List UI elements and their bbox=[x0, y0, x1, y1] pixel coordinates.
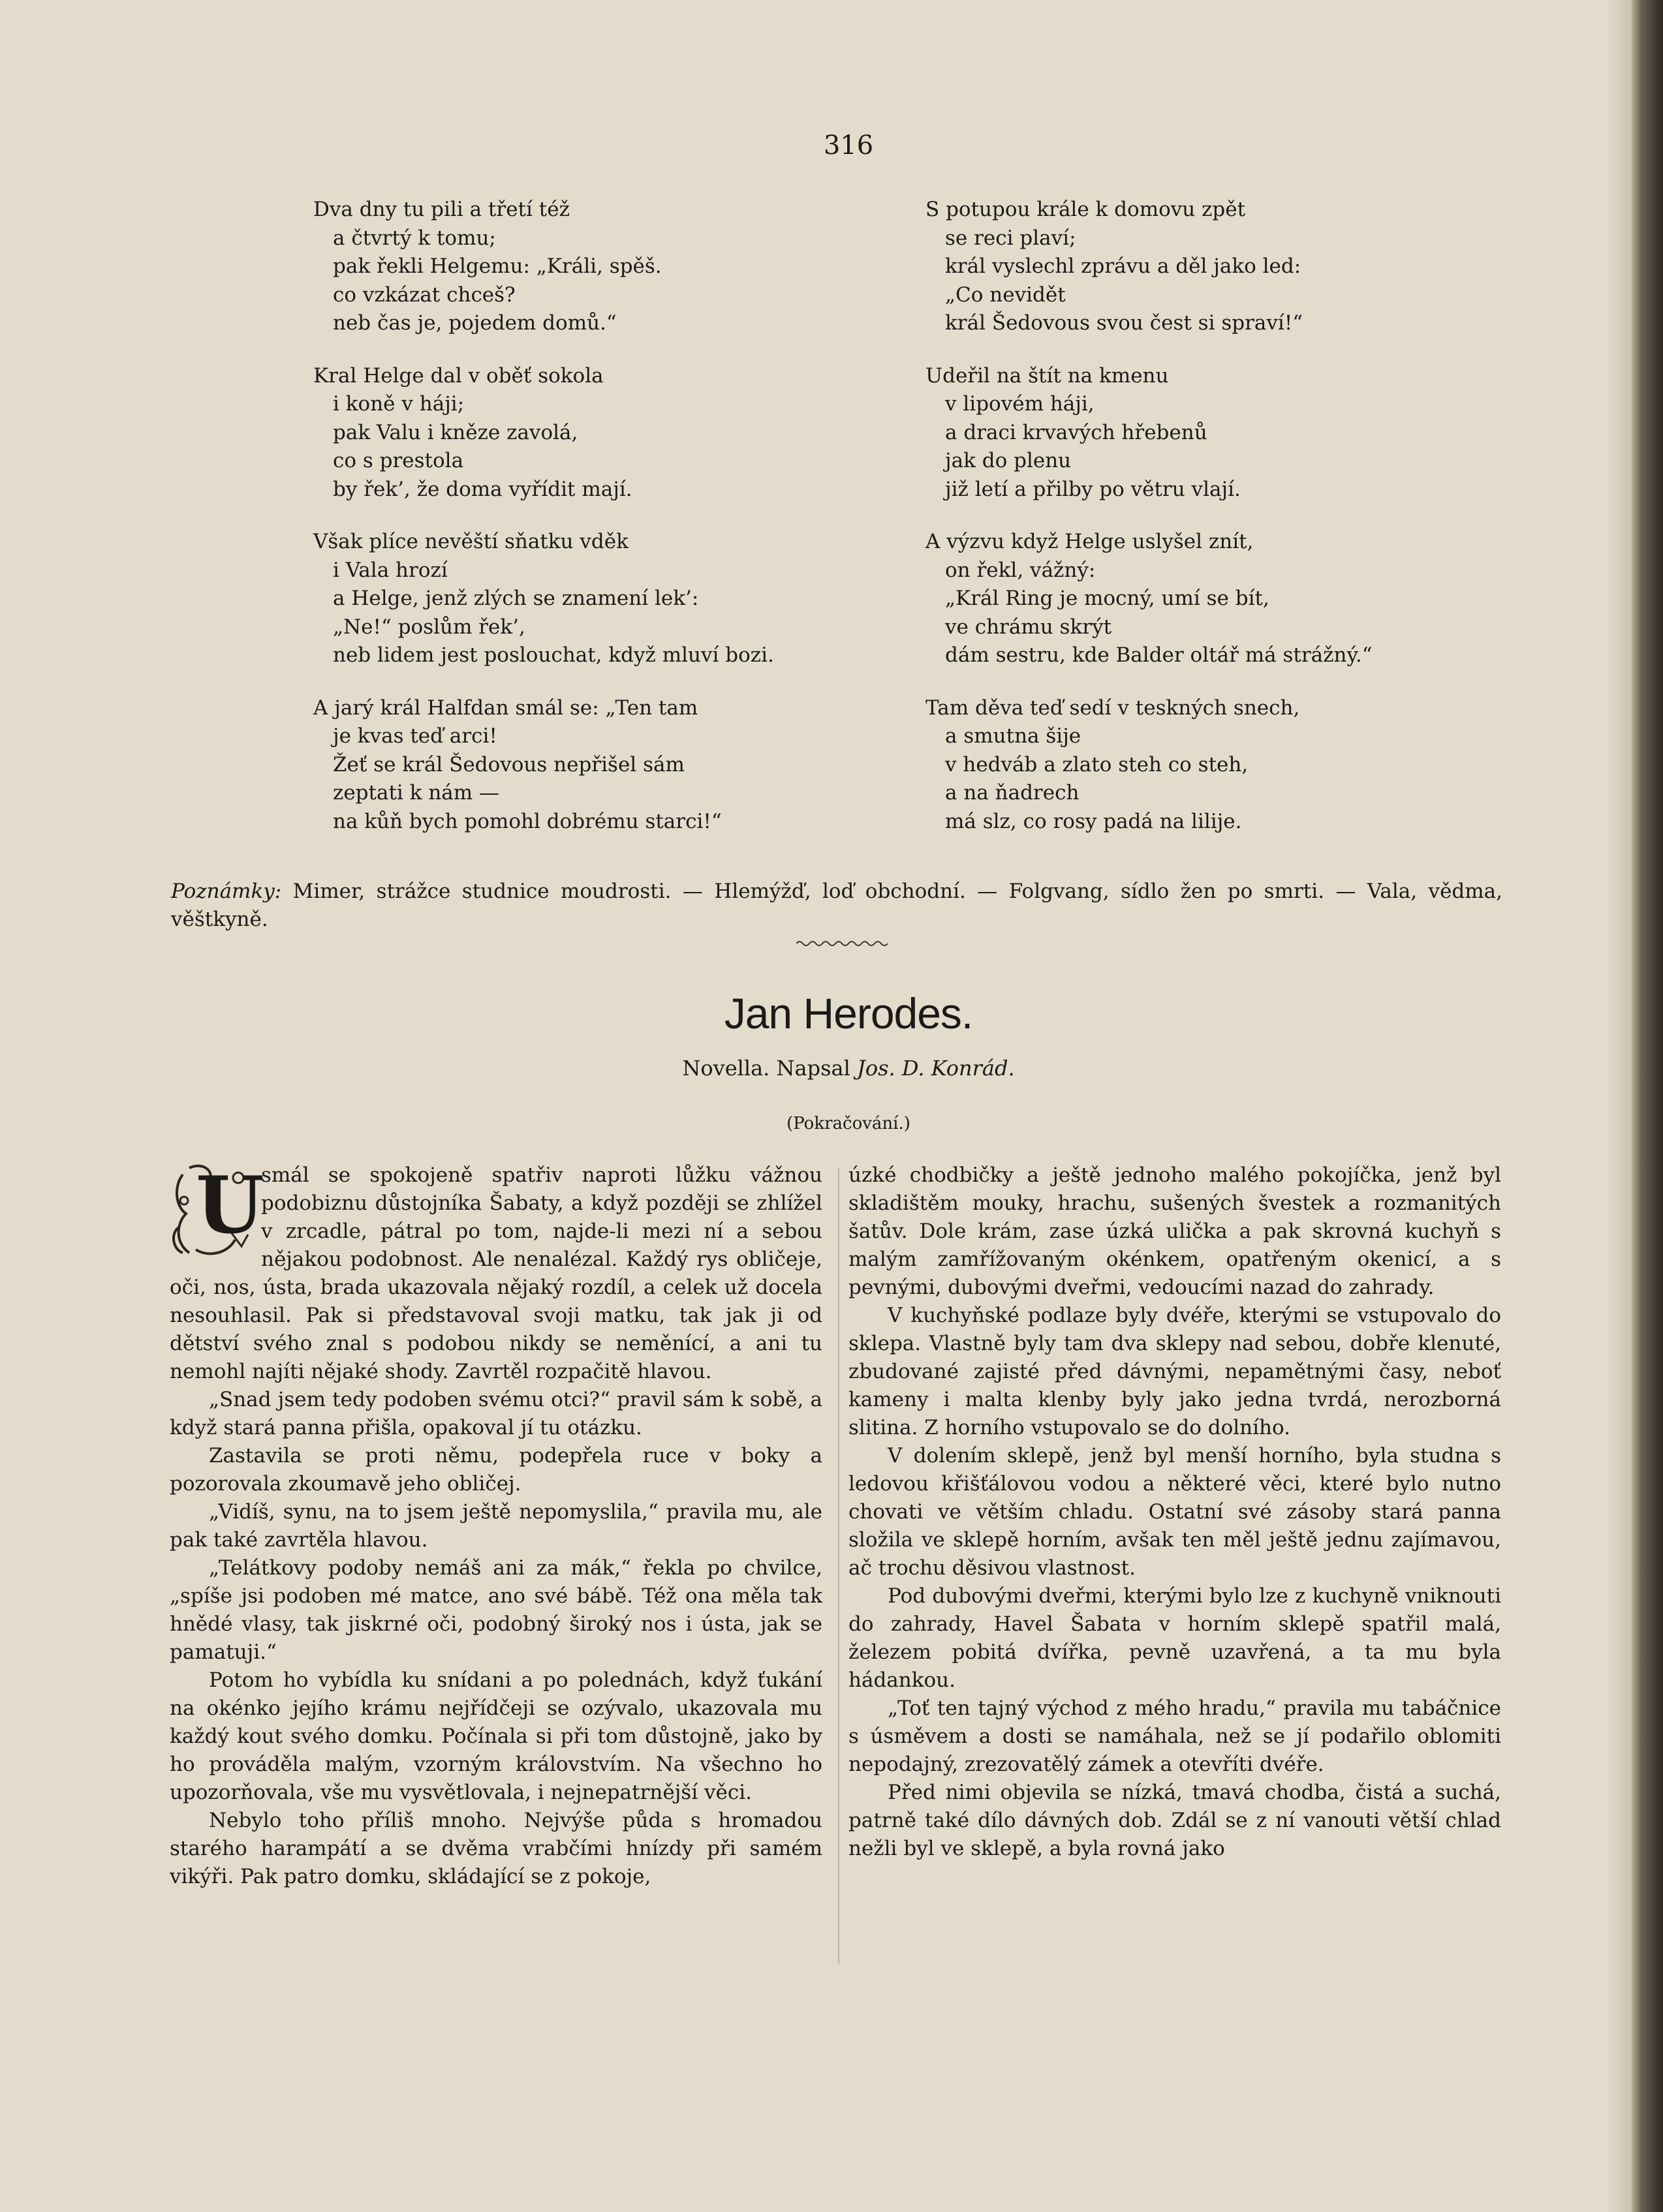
paragraph: Pod dubovými dveřmi, kterými bylo lze z kuchyně vniknouti do zahrady, Havel Šabata v horním sklepě spatřil malá, železem pobitá dvířka, pevně uzavřená, a ta mu byla hádankou. bbox=[848, 1584, 1501, 1692]
paragraph: „Telátkovy podoby nemáš ani za mák,“ řekla po chvilce, „spíše jsi podoben mé matce, ano své bábě. Též ona měla tak hnědé vlasy, tak jiskrné oči, podobný široký nos i ústa, jak se pamatuji.“ bbox=[170, 1556, 822, 1664]
book-spine bbox=[1632, 0, 1663, 2212]
page-number: 316 bbox=[823, 131, 874, 161]
verse-line: má slz, co rosy padá na lilije. bbox=[945, 809, 1242, 833]
verse-line: Udeřil na štít na kmenu bbox=[925, 363, 1169, 388]
stanza bbox=[313, 694, 875, 837]
verse-line: A jarý král Halfdan smál se: „Ten tam bbox=[313, 696, 698, 720]
poem-left-column bbox=[313, 196, 875, 860]
verse-line: Žeť se král Šedovous nepřišel sám bbox=[333, 752, 685, 776]
notes-text: Mimer, strážce studnice moudrosti. — Hlemýžď, loď obchodní. — Folgvang, sídlo žen po smrti. — Vala, vědma, věštkyně. bbox=[171, 880, 1502, 931]
subtitle-prefix: Novella. Napsal bbox=[682, 1056, 857, 1081]
paragraph: „Toť ten tajný východ z mého hradu,“ pravila mu tabáčnice s úsměvem a dosti se namáhala, než se jí podařilo oblomiti nepodajný, zrezovatělý zámek a otevříti dvéře. bbox=[848, 1697, 1501, 1776]
paragraph: „Snad jsem tedy podoben svému otci?“ pravil sám k sobě, a když stará panna přišla, opakoval jí tu otázku. bbox=[170, 1388, 822, 1439]
ornamental-initial-icon bbox=[170, 1160, 264, 1259]
column-divider bbox=[838, 1168, 839, 1964]
verse-line: a na ňadrech bbox=[945, 781, 1080, 805]
verse-line: jak do plenu bbox=[945, 449, 1072, 472]
verse-line: se reci plaví; bbox=[945, 226, 1076, 250]
verse-line: král Šedovous svou čest si spraví!“ bbox=[945, 311, 1303, 335]
verse-line: dám sestru, kde Balder oltář má strážný.“ bbox=[945, 643, 1373, 667]
continuation-note: (Pokračování.) bbox=[786, 1114, 910, 1133]
paragraph: V kuchyňské podlaze byly dvéře, kterými se vstupovalo do sklepa. Vlastně byly tam dva sklepy nad sebou, dobře klenuté, zbudované zajisté před dávnými, nepamětnými časy, neboť kameny i malta klenby byly jako jedna tvrdá, nerozborná slitina. Z horního vstupovalo se do dolního. bbox=[848, 1304, 1501, 1439]
verse-line: neb čas je, pojedem domů.“ bbox=[333, 311, 617, 335]
paragraph: úzké chodbičky a ještě jednoho malého pokojíčka, jenž byl skladištěm mouky, hrachu, sušených švestek a rozmanitých šatův. Dole krám, zase úzká ulička a pak skrovná kuchyň s malým zamřížovaným okénkem, opatřeným okenicí, a s pevnými, dubovými dveřmi, vedoucími nazad do zahrady. bbox=[848, 1163, 1501, 1299]
verse-line: je kvas teď arci! bbox=[333, 724, 497, 748]
verse-line: zeptati k nám — bbox=[333, 781, 500, 805]
verse-line: na kůň bych pomohl dobrému starci!“ bbox=[333, 809, 722, 833]
notes-label: Poznámky: bbox=[171, 880, 282, 903]
paragraph: smál se spokojeně spatřiv naproti lůžku vážnou podobiznu důstojníka Šabaty, a když později se zhlížel v zrcadle, pátral po tom, najde-li mezi ní a sebou nějakou podobnost. Ale nenalézal. Každý rys obličeje, oči, nos, ústa, brada ukazovala nějaký rozdíl, a celek už docela nesouhlasil. Pak si představoval svoji matku, tak jak ji od dětství svého znal s podobou nikdy se neměnící, a ani tu nemohl najíti nějaké shody. Zavrtěl rozpačitě hlavou. bbox=[170, 1163, 822, 1383]
verse-line: S potupou krále k domovu zpět bbox=[925, 198, 1246, 221]
verse-line: i koně v háji; bbox=[333, 392, 465, 416]
article-right-column bbox=[848, 1161, 1501, 1863]
verse-line: i Vala hrozí bbox=[333, 558, 448, 582]
verse-line: a čtvrtý k tomu; bbox=[333, 226, 496, 250]
article-author: Jos. D. Konrád. bbox=[856, 1056, 1015, 1081]
verse-line: Kral Helge dal v oběť sokola bbox=[313, 363, 604, 388]
stanza bbox=[313, 196, 875, 338]
poem-right-column bbox=[925, 196, 1487, 860]
paragraph: Nebylo toho příliš mnoho. Nejvýše půda s hromadou starého harampátí a se dvěma vrabčími hnízdy při samém vikýři. Pak patro domku, skládající se z pokoje, bbox=[170, 1809, 822, 1888]
wavy-divider-icon bbox=[796, 940, 888, 947]
verse-line: „Ne!“ poslům řek’, bbox=[333, 615, 525, 639]
article-left-column bbox=[170, 1161, 822, 1891]
verse-line: co vzkázat chceš? bbox=[333, 283, 516, 307]
stanza bbox=[925, 694, 1487, 837]
paragraph: Před nimi objevila se nízká, tmavá chodba, čistá a suchá, patrně také dílo dávných dob. Zdál se z ní vanouti větší chlad nežli byl ve sklepě, a byla rovná jako bbox=[848, 1781, 1501, 1860]
footnotes bbox=[171, 878, 1502, 934]
article-subtitle bbox=[522, 1056, 1175, 1081]
verse-line: král vyslechl zprávu a děl jako led: bbox=[945, 254, 1301, 278]
stanza bbox=[925, 528, 1487, 670]
verse-line: pak Valu i kněze zavolá, bbox=[333, 420, 578, 444]
verse-line: Však plíce nevěští sňatku vděk bbox=[313, 530, 629, 553]
verse-line: neb lidem jest poslouchat, když mluví bozi. bbox=[333, 643, 774, 667]
verse-line: pak řekli Helgemu: „Králi, spěš. bbox=[333, 254, 662, 278]
verse-line: v hedváb a zlato steh co steh, bbox=[945, 752, 1249, 776]
verse-line: A výzvu když Helge uslyšel znít, bbox=[925, 530, 1254, 553]
paragraph: Zastavila se proti němu, podepřela ruce v boky a pozorovala zkoumavě jeho obličej. bbox=[170, 1444, 822, 1496]
verse-line: Dva dny tu pili a třetí též bbox=[313, 198, 570, 221]
stanza bbox=[313, 362, 875, 504]
paragraph: Potom ho vybídla ku snídani a po polednách, když ťukání na okénko jejího krámu nejřídčeji se ozývalo, ukazovala mu každý kout svého domku. Počínala si při tom důstojně, jako by ho prováděla malým, vzorným královstvím. Na všechno ho upozorňovala, vše mu vysvětlovala, i nejnepatrnější věci. bbox=[170, 1668, 822, 1804]
dropcap-letter: U bbox=[196, 1160, 264, 1252]
verse-line: „Král Ring je mocný, umí se bít, bbox=[945, 587, 1269, 610]
paragraph: „Vidíš, synu, na to jsem ještě nepomyslila,“ pravila mu, ale pak také zavrtěla hlavou. bbox=[170, 1500, 822, 1552]
verse-line: a smutna šije bbox=[945, 724, 1081, 748]
paragraph: V dolením sklepě, jenž byl menší horního, byla studna s ledovou křišťálovou vodou a některé věci, které bylo nutno chovati ve větším chladu. Ostatní své zásoby stará panna složila ve sklepě horním, avšak ten měl ještě jednu zajímavou, ač trochu děsivou vlastnost. bbox=[848, 1444, 1501, 1580]
verse-line: a draci krvavých hřebenů bbox=[945, 420, 1207, 444]
verse-line: a Helge, jenž zlých se znamení lek’: bbox=[333, 587, 699, 610]
verse-line: on řekl, vážný: bbox=[945, 558, 1096, 582]
verse-line: Tam děva teď sedí v teskných snech, bbox=[925, 696, 1300, 720]
stanza bbox=[925, 362, 1487, 504]
stanza bbox=[925, 196, 1487, 338]
verse-line: již letí a přilby po větru vlají. bbox=[945, 477, 1241, 501]
verse-line: co s prestola bbox=[333, 449, 464, 472]
verse-line: ve chrámu skrýt bbox=[945, 615, 1112, 639]
verse-line: „Co nevidět bbox=[945, 283, 1066, 307]
stanza bbox=[313, 528, 875, 670]
article-title: Jan Herodes. bbox=[724, 989, 973, 1037]
verse-line: by řek’, že doma vyřídit mají. bbox=[333, 477, 632, 501]
verse-line: v lipovém háji, bbox=[945, 392, 1095, 416]
